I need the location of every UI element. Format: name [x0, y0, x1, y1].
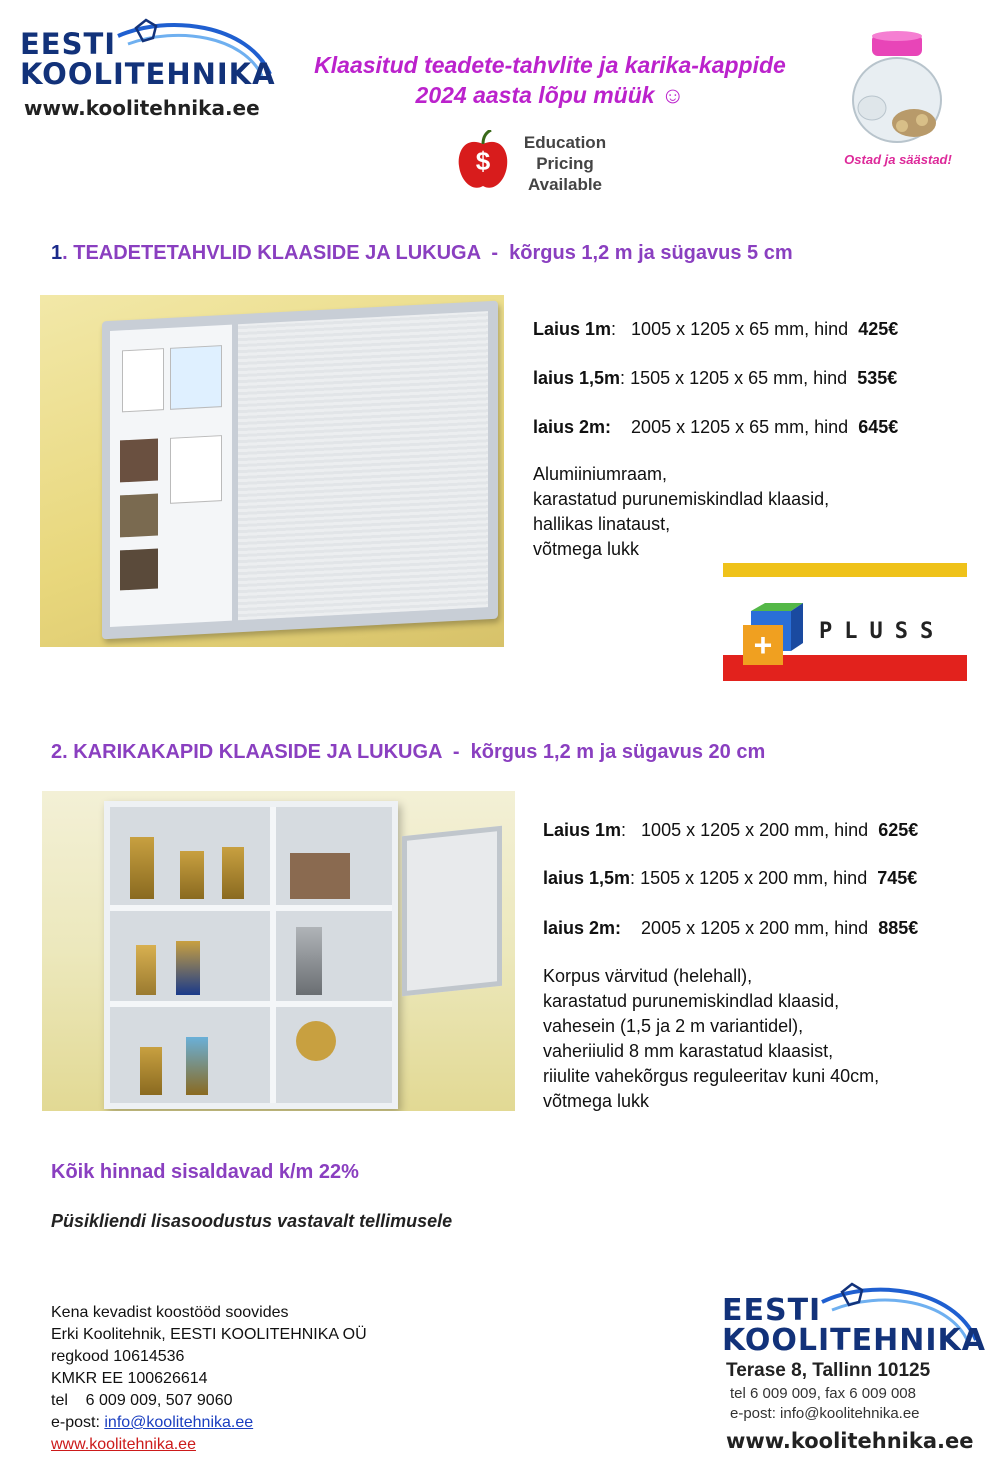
- cabinet-shelf: [110, 1001, 392, 1007]
- spec-label: laius 2m:: [543, 918, 622, 938]
- piggy-bank-image: [828, 28, 968, 178]
- vat-note: Kõik hinnad sisaldavad k/m 22%: [51, 1161, 359, 1183]
- spec-row: [543, 819, 918, 841]
- section2-description: [543, 964, 918, 1114]
- spec-dims: 2005 x 1205 x 200 mm, hind: [641, 918, 869, 938]
- spec-label: laius 1,5m: [533, 368, 621, 388]
- desc-line: karastatud purunemiskindlad klaasid,: [533, 489, 830, 509]
- website-link[interactable]: www.koolitehnika.ee: [51, 1436, 196, 1453]
- desc-line: Korpus värvitud (helehall),: [543, 966, 753, 986]
- cabinet-shelf: [110, 905, 392, 911]
- desc-line: võtmega lukk: [533, 539, 640, 559]
- board-paper: [170, 435, 222, 504]
- contact-line: tel 6 009 009, 507 9060: [51, 1392, 233, 1409]
- footer-email: e-post: info@koolitehnika.ee: [730, 1405, 920, 1422]
- trophy-icon: [222, 847, 244, 899]
- title-line2: 2024 aasta lõpu müük: [415, 82, 655, 108]
- spec-row: [543, 917, 918, 939]
- spec-dims: 1505 x 1205 x 200 mm, hind: [640, 868, 868, 888]
- section1-title: . TEADETETAHVLID KLAASIDE JA LUKUGA - kõrgus 1,2 m ja sügavus 5 cm: [62, 242, 793, 264]
- trophy-icon: [296, 927, 322, 995]
- cabinet-body: [104, 801, 398, 1109]
- section1-heading: [51, 242, 793, 265]
- spec-price: 425€: [858, 319, 899, 339]
- desc-line: võtmega lukk: [543, 1091, 650, 1111]
- spec-sep: :: [620, 368, 631, 388]
- footer-address: Terase 8, Tallinn 10125: [726, 1360, 931, 1381]
- spec-sep: [621, 918, 641, 938]
- contact-line: Kena kevadist koostööd soovides: [51, 1304, 289, 1321]
- footer-logo-line2: KOOLITEHNIKA: [722, 1323, 986, 1358]
- board-paper: [122, 348, 164, 412]
- plate-icon: [296, 1021, 336, 1061]
- spec-price: 745€: [877, 868, 918, 888]
- title-line2-wrap: [270, 80, 830, 110]
- spec-dims: 1005 x 1205 x 200 mm, hind: [641, 820, 869, 840]
- desc-line: karastatud purunemiskindlad klaasid,: [543, 991, 840, 1011]
- board-photo: [120, 548, 158, 590]
- spec-label: laius 1,5m: [543, 868, 631, 888]
- spec-dims: 1005 x 1205 x 65 mm, hind: [631, 319, 849, 339]
- spec-label: laius 2m:: [533, 417, 612, 437]
- trophy-icon: [136, 945, 156, 995]
- spec-sep: :: [611, 319, 632, 339]
- spec-price: 625€: [878, 820, 919, 840]
- pluss-brand-text: PLUSS: [819, 619, 946, 644]
- trophy-icon: [130, 837, 154, 899]
- spec-row: [533, 416, 898, 438]
- header-logo: [18, 14, 276, 120]
- edu-line3: Available: [527, 175, 603, 194]
- email-link[interactable]: info@koolitehnika.ee: [104, 1414, 254, 1431]
- section2-heading: 2. KARIKAKAPID KLAASIDE JA LUKUGA - kõrgus 1,2 m ja sügavus 20 cm: [51, 741, 766, 763]
- desc-line: riiulite vahekõrgus reguleeritav kuni 40cm,: [543, 1066, 880, 1086]
- contact-block: [51, 1302, 367, 1456]
- trophy-icon: [140, 1047, 162, 1095]
- spec-row: [543, 867, 918, 889]
- pluss-yellow-bar: [723, 563, 967, 577]
- edu-line1: Education: [523, 133, 607, 152]
- contact-line: Erki Koolitehnik, EESTI KOOLITEHNIKA OÜ: [51, 1326, 367, 1343]
- wall-board: [402, 826, 502, 997]
- spec-price: 535€: [857, 368, 898, 388]
- board-paper: [170, 345, 222, 410]
- contact-email-row: [51, 1412, 367, 1434]
- logo-line1: EESTI: [20, 27, 117, 61]
- board-left-pane: [110, 325, 232, 627]
- education-pricing-badge: [455, 128, 625, 196]
- spec-dims: 2005 x 1205 x 65 mm, hind: [631, 417, 849, 437]
- piggy-bank-icon: [842, 28, 952, 153]
- spec-label: Laius 1m: [533, 319, 612, 339]
- spec-price: 645€: [858, 417, 899, 437]
- piggy-caption: Ostad ja säästad!: [844, 152, 952, 167]
- footer-phone: tel 6 009 009, fax 6 009 008: [730, 1385, 916, 1402]
- spec-sep: :: [630, 868, 641, 888]
- title-line1: Klaasitud teadete-tahvlite ja karika-kappide: [314, 52, 786, 78]
- pluss-brand-logo: [723, 563, 967, 681]
- contact-line: KMKR EE 100626614: [51, 1370, 208, 1387]
- apple-dollar-sign: $: [475, 146, 491, 176]
- section2-specs: [543, 819, 918, 1114]
- spec-row: [533, 367, 898, 389]
- contact-web-row: [51, 1434, 367, 1456]
- desc-line: hallikas linataust,: [533, 514, 671, 534]
- board-frame: [102, 301, 498, 640]
- page-title: [270, 50, 830, 110]
- footer-logo-line1: EESTI: [722, 1293, 822, 1328]
- spec-label: Laius 1m: [543, 820, 622, 840]
- spec-sep: [611, 417, 631, 437]
- edu-text: [515, 132, 615, 195]
- edu-line2: Pricing: [536, 154, 594, 173]
- spec-dims: 1505 x 1205 x 65 mm, hind: [630, 368, 848, 388]
- section1-specs: [533, 318, 898, 562]
- email-label: e-post:: [51, 1414, 105, 1431]
- desc-line: Alumiiniumraam,: [533, 464, 668, 484]
- trophy-icon: [180, 851, 204, 899]
- logo-url: www.koolitehnika.ee: [24, 96, 260, 120]
- trophy-cabinet-photo: [42, 791, 515, 1111]
- book-icon: [290, 853, 350, 899]
- footer-logo: [722, 1276, 984, 1456]
- spec-sep: :: [621, 820, 642, 840]
- notice-board-photo: [40, 295, 504, 647]
- smiley-icon: ☺: [660, 82, 685, 108]
- spec-row: [533, 318, 898, 340]
- spec-price: 885€: [878, 918, 919, 938]
- section1-description: [533, 462, 898, 562]
- trophy-icon: [176, 941, 200, 995]
- pluss-plus-sign: +: [753, 627, 773, 663]
- board-photo: [120, 493, 158, 537]
- desc-line: vahesein (1,5 ja 2 m variantidel),: [543, 1016, 804, 1036]
- logo-line2: KOOLITEHNIKA: [20, 57, 276, 91]
- trophy-icon: [186, 1037, 208, 1095]
- board-photo: [120, 438, 158, 482]
- desc-line: vaheriiulid 8 mm karastatud klaasist,: [543, 1041, 834, 1061]
- section1-number: 1: [51, 242, 63, 264]
- contact-line: regkood 10614536: [51, 1348, 185, 1365]
- board-right-pane: [238, 311, 488, 620]
- discount-note: Püsikliendi lisasoodustus vastavalt tellimusele: [51, 1211, 453, 1231]
- cabinet-divider: [270, 807, 276, 1103]
- footer-url: www.koolitehnika.ee: [726, 1429, 974, 1453]
